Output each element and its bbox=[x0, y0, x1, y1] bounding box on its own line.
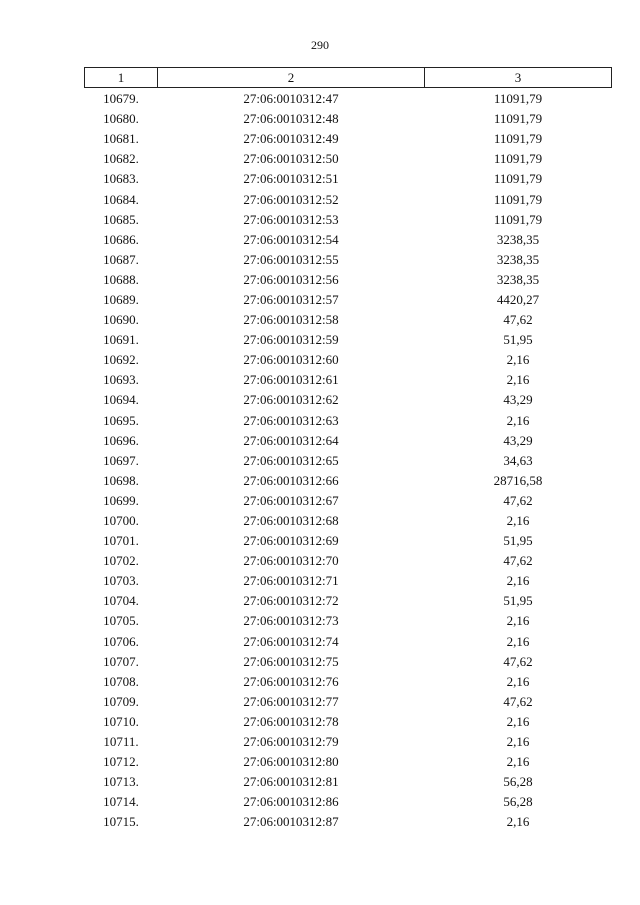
value-cell: 43,29 bbox=[503, 392, 533, 408]
value-cell: 11091,79 bbox=[493, 111, 543, 127]
value-cell: 2,16 bbox=[506, 613, 530, 629]
cadastral-number-cell: 27:06:0010312:63 bbox=[243, 412, 339, 428]
cadastral-number-cell: 27:06:0010312:64 bbox=[243, 432, 339, 448]
value-cell: 51,95 bbox=[503, 593, 533, 609]
value-cell: 47,62 bbox=[503, 653, 533, 669]
table-row bbox=[85, 712, 612, 732]
row-number-cell: 10694. bbox=[103, 392, 139, 408]
column-header-2: 2 bbox=[158, 68, 425, 88]
row-number-cell: 10706. bbox=[103, 633, 139, 649]
cadastral-number-cell: 27:06:0010312:52 bbox=[243, 191, 339, 207]
row-number-cell: 10699. bbox=[103, 492, 139, 508]
cadastral-number-cell: 27:06:0010312:78 bbox=[243, 713, 339, 729]
cadastral-number-cell: 27:06:0010312:70 bbox=[243, 553, 339, 569]
value-cell: 51,95 bbox=[503, 533, 533, 549]
row-number-cell: 10705. bbox=[103, 613, 139, 629]
row-number-cell: 10684. bbox=[103, 191, 139, 207]
row-number-cell: 10690. bbox=[103, 312, 139, 328]
cadastral-number-cell: 27:06:0010312:73 bbox=[243, 613, 339, 629]
header-row bbox=[85, 68, 612, 88]
row-number-cell: 10679. bbox=[103, 91, 139, 107]
value-cell: 2,16 bbox=[506, 814, 530, 830]
row-number-cell: 10696. bbox=[103, 432, 139, 448]
table-row bbox=[85, 189, 612, 209]
cadastral-number-cell: 27:06:0010312:58 bbox=[243, 312, 339, 328]
value-cell: 3238,35 bbox=[496, 271, 540, 287]
table-row bbox=[85, 812, 612, 832]
table-row bbox=[85, 652, 612, 672]
row-number-cell: 10686. bbox=[103, 231, 139, 247]
table-row bbox=[85, 732, 612, 752]
value-cell: 47,62 bbox=[503, 693, 533, 709]
cadastral-number-cell: 27:06:0010312:60 bbox=[243, 352, 339, 368]
table-body bbox=[85, 88, 612, 833]
row-number-cell: 10702. bbox=[103, 553, 139, 569]
row-number-cell: 10715. bbox=[103, 814, 139, 830]
cadastral-number-cell: 27:06:0010312:75 bbox=[243, 653, 339, 669]
cadastral-number-cell: 27:06:0010312:87 bbox=[243, 814, 339, 830]
row-number-cell: 10708. bbox=[103, 673, 139, 689]
row-number-cell: 10695. bbox=[103, 412, 139, 428]
table-row bbox=[85, 310, 612, 330]
row-number-cell: 10710. bbox=[103, 713, 139, 729]
table-row bbox=[85, 511, 612, 531]
row-number-cell: 10692. bbox=[103, 352, 139, 368]
cadastral-number-cell: 27:06:0010312:51 bbox=[243, 171, 339, 187]
cadastral-number-cell: 27:06:0010312:47 bbox=[243, 91, 339, 107]
row-number-cell: 10691. bbox=[103, 332, 139, 348]
cadastral-number-cell: 27:06:0010312:80 bbox=[243, 754, 339, 770]
row-number-cell: 10711. bbox=[103, 734, 139, 750]
value-cell: 2,16 bbox=[506, 633, 530, 649]
table-row bbox=[85, 611, 612, 631]
cadastral-number-cell: 27:06:0010312:71 bbox=[243, 573, 339, 589]
column-header-1: 1 bbox=[85, 68, 158, 88]
table-row bbox=[85, 270, 612, 290]
cadastral-number-cell: 27:06:0010312:54 bbox=[243, 231, 339, 247]
value-cell: 11091,79 bbox=[493, 91, 543, 107]
value-cell: 2,16 bbox=[506, 372, 530, 388]
table-row bbox=[85, 330, 612, 350]
cadastral-number-cell: 27:06:0010312:68 bbox=[243, 513, 339, 529]
cadastral-number-cell: 27:06:0010312:76 bbox=[243, 673, 339, 689]
value-cell: 56,28 bbox=[503, 774, 533, 790]
table-row bbox=[85, 210, 612, 230]
value-cell: 34,63 bbox=[503, 452, 533, 468]
cadastral-number-cell: 27:06:0010312:59 bbox=[243, 332, 339, 348]
table-row bbox=[85, 390, 612, 410]
table-row bbox=[85, 431, 612, 451]
value-cell: 2,16 bbox=[506, 673, 530, 689]
value-cell: 2,16 bbox=[506, 573, 530, 589]
cadastral-number-cell: 27:06:0010312:81 bbox=[243, 774, 339, 790]
row-number-cell: 10701. bbox=[103, 533, 139, 549]
table-row bbox=[85, 531, 612, 551]
cadastral-number-cell: 27:06:0010312:67 bbox=[243, 492, 339, 508]
cadastral-number-cell: 27:06:0010312:66 bbox=[243, 472, 339, 488]
cadastral-number-cell: 27:06:0010312:86 bbox=[243, 794, 339, 810]
table-row bbox=[85, 88, 612, 110]
table-row bbox=[85, 632, 612, 652]
row-number-cell: 10697. bbox=[103, 452, 139, 468]
value-cell: 47,62 bbox=[503, 553, 533, 569]
table-row bbox=[85, 551, 612, 571]
table-row bbox=[85, 411, 612, 431]
value-cell: 2,16 bbox=[506, 513, 530, 529]
cadastral-value-table bbox=[84, 67, 612, 832]
value-cell: 11091,79 bbox=[493, 211, 543, 227]
cadastral-number-cell: 27:06:0010312:50 bbox=[243, 151, 339, 167]
value-cell: 28716,58 bbox=[493, 472, 543, 488]
row-number-cell: 10687. bbox=[103, 251, 139, 267]
cadastral-number-cell: 27:06:0010312:62 bbox=[243, 392, 339, 408]
value-cell: 3238,35 bbox=[496, 251, 540, 267]
value-cell: 51,95 bbox=[503, 332, 533, 348]
row-number-cell: 10703. bbox=[103, 573, 139, 589]
cadastral-number-cell: 27:06:0010312:74 bbox=[243, 633, 339, 649]
table-row bbox=[85, 370, 612, 390]
table-row bbox=[85, 451, 612, 471]
cadastral-number-cell: 27:06:0010312:61 bbox=[243, 372, 339, 388]
value-cell: 11091,79 bbox=[493, 151, 543, 167]
value-cell: 47,62 bbox=[503, 492, 533, 508]
row-number-cell: 10707. bbox=[103, 653, 139, 669]
row-number-cell: 10688. bbox=[103, 271, 139, 287]
cadastral-number-cell: 27:06:0010312:69 bbox=[243, 533, 339, 549]
table-row bbox=[85, 772, 612, 792]
row-number-cell: 10698. bbox=[103, 472, 139, 488]
row-number-cell: 10693. bbox=[103, 372, 139, 388]
value-cell: 2,16 bbox=[506, 754, 530, 770]
value-cell: 4420,27 bbox=[496, 291, 540, 307]
cadastral-number-cell: 27:06:0010312:65 bbox=[243, 452, 339, 468]
cadastral-number-cell: 27:06:0010312:55 bbox=[243, 251, 339, 267]
row-number-cell: 10714. bbox=[103, 794, 139, 810]
row-number-cell: 10689. bbox=[103, 291, 139, 307]
row-number-cell: 10713. bbox=[103, 774, 139, 790]
table-row bbox=[85, 149, 612, 169]
column-header-3: 3 bbox=[425, 68, 612, 88]
row-number-cell: 10681. bbox=[103, 131, 139, 147]
table-row bbox=[85, 692, 612, 712]
value-cell: 2,16 bbox=[506, 352, 530, 368]
table-row bbox=[85, 792, 612, 812]
row-number-cell: 10700. bbox=[103, 513, 139, 529]
cadastral-number-cell: 27:06:0010312:79 bbox=[243, 734, 339, 750]
value-cell: 11091,79 bbox=[493, 191, 543, 207]
value-cell: 3238,35 bbox=[496, 231, 540, 247]
cadastral-number-cell: 27:06:0010312:72 bbox=[243, 593, 339, 609]
table-row bbox=[85, 471, 612, 491]
value-cell: 2,16 bbox=[506, 734, 530, 750]
value-cell: 11091,79 bbox=[493, 131, 543, 147]
table-row bbox=[85, 129, 612, 149]
table-row bbox=[85, 109, 612, 129]
row-number-cell: 10685. bbox=[103, 211, 139, 227]
table-row bbox=[85, 491, 612, 511]
table-row bbox=[85, 290, 612, 310]
cadastral-number-cell: 27:06:0010312:48 bbox=[243, 111, 339, 127]
table-row bbox=[85, 591, 612, 611]
table-row bbox=[85, 169, 612, 189]
value-cell: 2,16 bbox=[506, 713, 530, 729]
cadastral-number-cell: 27:06:0010312:56 bbox=[243, 271, 339, 287]
row-number-cell: 10682. bbox=[103, 151, 139, 167]
table-header bbox=[85, 68, 612, 88]
row-number-cell: 10709. bbox=[103, 693, 139, 709]
value-cell: 47,62 bbox=[503, 312, 533, 328]
row-number-cell: 10680. bbox=[103, 111, 139, 127]
table-row bbox=[85, 571, 612, 591]
page-number: 290 bbox=[311, 38, 329, 52]
cadastral-number-cell: 27:06:0010312:53 bbox=[243, 211, 339, 227]
table-row bbox=[85, 752, 612, 772]
value-cell: 11091,79 bbox=[493, 171, 543, 187]
row-number-cell: 10704. bbox=[103, 593, 139, 609]
cadastral-number-cell: 27:06:0010312:57 bbox=[243, 291, 339, 307]
table-row bbox=[85, 230, 612, 250]
table-row bbox=[85, 250, 612, 270]
value-cell: 2,16 bbox=[506, 412, 530, 428]
row-number-cell: 10683. bbox=[103, 171, 139, 187]
cadastral-number-cell: 27:06:0010312:77 bbox=[243, 693, 339, 709]
cadastral-number-cell: 27:06:0010312:49 bbox=[243, 131, 339, 147]
table-row bbox=[85, 672, 612, 692]
table-row bbox=[85, 350, 612, 370]
value-cell: 56,28 bbox=[503, 794, 533, 810]
value-cell: 43,29 bbox=[503, 432, 533, 448]
row-number-cell: 10712. bbox=[103, 754, 139, 770]
